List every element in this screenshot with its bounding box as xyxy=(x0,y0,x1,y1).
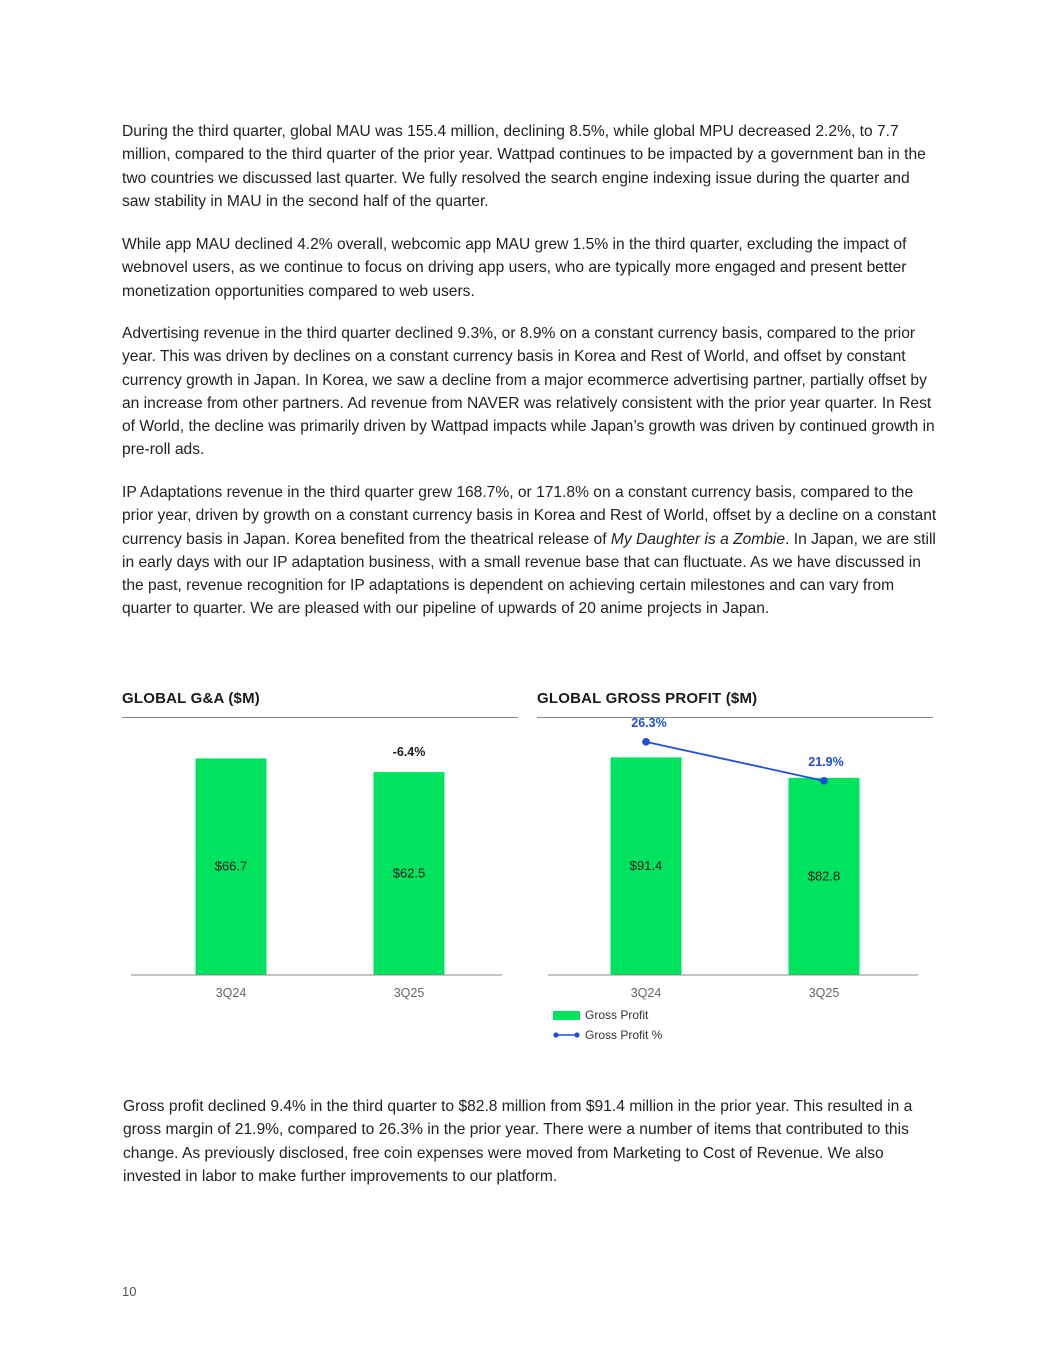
paragraph-app-mau: While app MAU declined 4.2% overall, webcomic app MAU grew 1.5% in the third quarter, excluding the impact of webnovel users, as we continue to focus on driving app users, who are typically more engaged and present better monetization opportunities compared to web users. xyxy=(122,236,907,300)
x-tick-label: 3Q25 xyxy=(393,986,425,1000)
x-tick-label: 3Q24 xyxy=(630,986,662,1000)
x-tick-label: 3Q25 xyxy=(808,986,840,1000)
gross-profit-pct-label: 26.3% xyxy=(631,715,667,730)
legend-swatch-point xyxy=(574,1032,579,1037)
paragraph-advertising: Advertising revenue in the third quarter declined 9.3%, or 8.9% on a constant currency basis, compared to the prior year. This was driven by declines on a constant currency basis in Korea and Rest of World, and offset by constant currency growth in Japan. In Korea, we saw a decline from a major ecommerce advertising partner, partially offset by an increase from other partners. Ad revenue from NAVER was relatively consistent with the prior year quarter. In Rest of World, the decline was primarily driven by Wattpad impacts while Japan’s growth was driven by continued growth in pre-roll ads. xyxy=(122,325,935,459)
paragraph-ip-text-1: IP Adaptations revenue in the third quarter grew 168.7%, or 171.8% on a constant currency basis, compared to the prior year, driven by growth on a constant currency basis in Korea and Rest of World, offset by a decline on a constant currency basis in Japan. Korea benefited from the theatrical release of xyxy=(122,484,937,548)
bar-value-label: $82.8 xyxy=(807,868,841,884)
film-title: My Daughter is a Zombie xyxy=(610,530,786,548)
change-label: -6.4% xyxy=(392,745,426,760)
gross-profit-pct-point xyxy=(642,738,650,746)
bar-value-label: $66.7 xyxy=(214,858,248,874)
page-number: 10 xyxy=(122,1284,137,1299)
x-tick-label: 3Q24 xyxy=(215,986,247,1000)
gross-profit-pct-label: 21.9% xyxy=(808,754,844,769)
chart-title-gross-profit: GLOBAL GROSS PROFIT ($M) xyxy=(537,690,758,707)
paragraph-mau: During the third quarter, global MAU was 155.4 million, declining 8.5%, while global MPU decreased 2.2%, to 7.7 million, compared to the third quarter of the prior year. Wattpad continues to be impacted by a government ban in the two countries we discussed last quarter. We fully resolved the search engine indexing issue during the quarter and saw stability in MAU in the second half of the quarter. xyxy=(122,123,926,210)
legend-label: Gross Profit xyxy=(585,1008,649,1022)
paragraph-ip-text-2: . In Japan, we are still in early days with our IP adaptation business, with a small revenue base that can fluctuate. As we have discussed in the past, revenue recognition for IP adaptations is dependent on achieving certain milestones and can vary from quarter to quarter. We are pleased with our pipeline of upwards of 20 anime projects in Japan. xyxy=(122,530,936,618)
legend-swatch-bar xyxy=(553,1011,580,1020)
chart-title-ga: GLOBAL G&A ($M) xyxy=(122,690,260,707)
legend-label: Gross Profit % xyxy=(585,1028,663,1042)
legend-swatch-point xyxy=(553,1032,558,1037)
gross-profit-pct-point xyxy=(820,777,828,785)
paragraph-gross-profit: Gross profit declined 9.4% in the third quarter to $82.8 million from $91.4 million in the prior year. This resulted in a gross margin of 21.9%, compared to 26.3% in the prior year. There were a number of items that contributed to this change. As previously disclosed, free coin expenses were moved from Marketing to Cost of Revenue. We also invested in labor to make further improvements to our platform. xyxy=(123,1098,913,1185)
bar-value-label: $62.5 xyxy=(392,865,426,881)
bar-value-label: $91.4 xyxy=(629,858,663,874)
